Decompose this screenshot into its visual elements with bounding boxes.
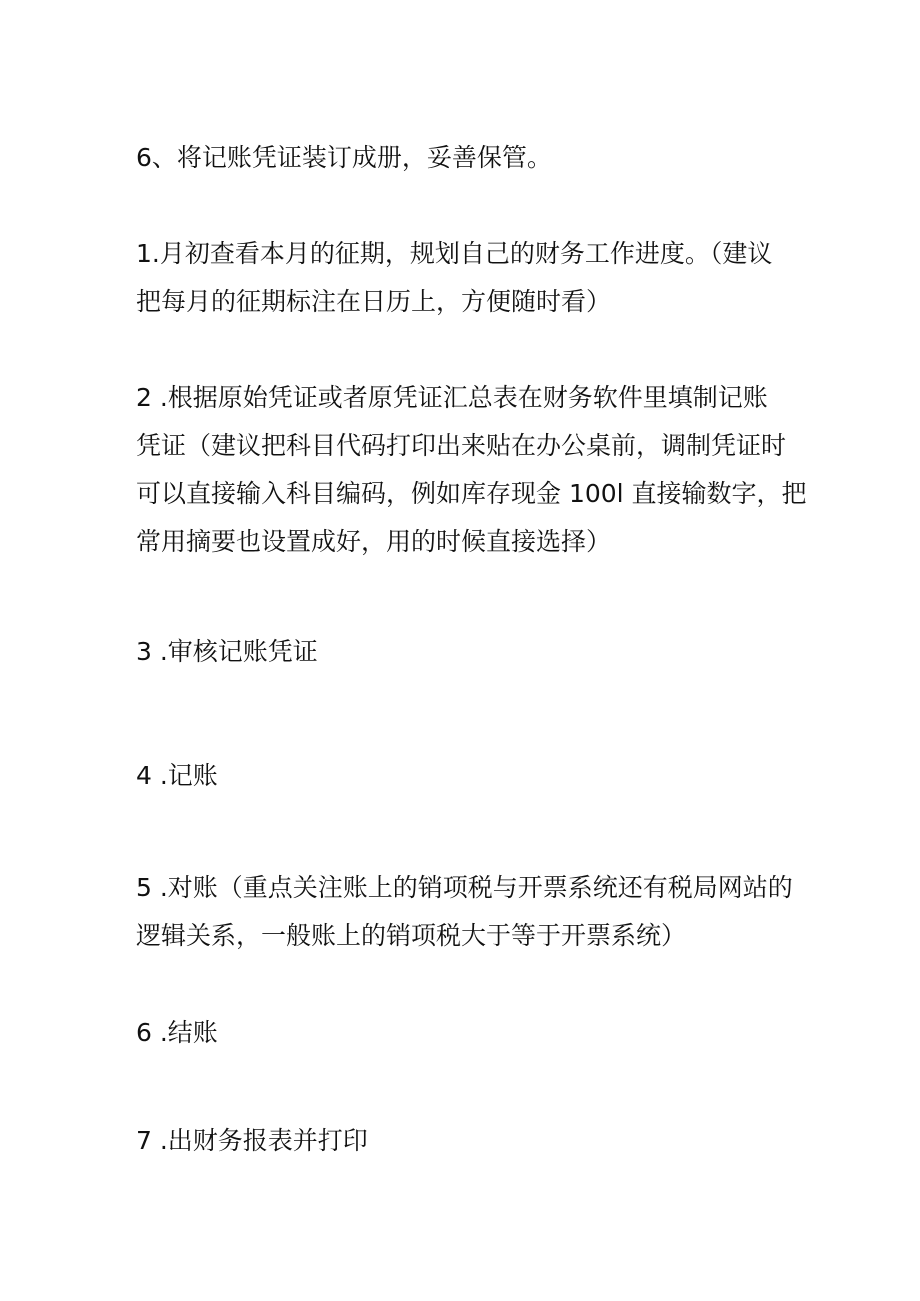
paragraph-step-5-reconcile (136, 864, 796, 960)
text-line: 1.月初查看本月的征期，规划自己的财务工作进度。（建议 (136, 239, 773, 268)
text-line: 6、将记账凭证装订成册，妥善保管。 (136, 143, 552, 172)
paragraph-step-6-close-accounts (136, 1009, 796, 1057)
text-line: 可以直接输入科目编码，例如库存现金 100l 直接输数字，把 (136, 479, 807, 508)
text-line: 5 .对账（重点关注账上的销项税与开票系统还有税局网站的 (136, 873, 793, 902)
text-line: 常用摘要也设置成好，用的时候直接选择） (136, 527, 612, 556)
text-line: 3 .审核记账凭证 (136, 637, 318, 666)
text-line: 逻辑关系，一般账上的销项税大于等于开票系统） (136, 921, 687, 950)
text-line: 4 .记账 (136, 761, 218, 790)
text-line: 6 .结账 (136, 1018, 218, 1047)
paragraph-step-2-fill-vouchers (136, 374, 807, 566)
text-line: 7 .出财务报表并打印 (136, 1126, 368, 1155)
paragraph-step-7-financial-statements (136, 1117, 796, 1165)
paragraph-step-1-check-tax-period (136, 230, 796, 326)
text-line: 2 .根据原始凭证或者原凭证汇总表在财务软件里填制记账 (136, 383, 768, 412)
text-line: 把每月的征期标注在日历上，方便随时看） (136, 287, 612, 316)
text-line: 凭证（建议把科目代码打印出来贴在办公桌前，调制凭证时 (136, 431, 787, 460)
paragraph-step-6-binding (136, 134, 796, 182)
paragraph-step-3-review-vouchers (136, 628, 796, 676)
paragraph-step-4-bookkeeping (136, 752, 796, 800)
